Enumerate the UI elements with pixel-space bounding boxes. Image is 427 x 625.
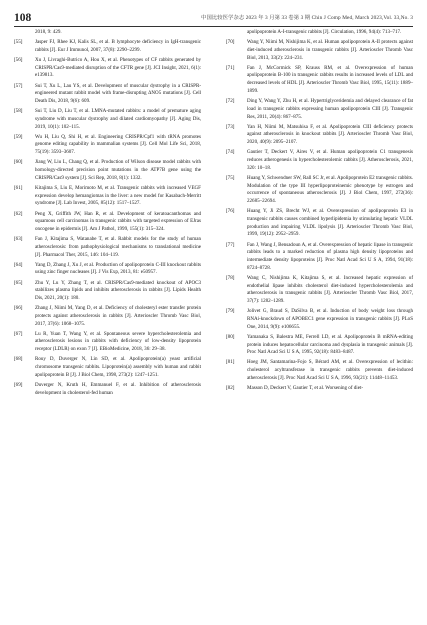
reference-text: Yan H, Niimi M, Matsuhisa F, et al. Apolipoprotein CIII deficiency protects against atherosclerosis in knockout rabbits [J]. Arterioscler Thromb Vasc Biol, 2020, 40(9): 2095–2107. — [247, 123, 413, 146]
reference-number: [68] — [14, 356, 23, 363]
reference-item — [14, 280, 201, 303]
reference-text: Ding Y, Wang Y, Zhu H, et al. Hypertriglyceridemia and delayed clearance of fat load in transgenic rabbits expressing human apolipoprotein CIII [J]. Transgenic Res, 2011, 20(4): 867–875. — [247, 98, 413, 120]
reference-text: Xu J, Livraghi-Butrico A, Hou X, et al. Phenotypes of CF rabbits generated by CRISPR/Cas9-mediated disruption of the CFTR gene [J]. JCI Insight, 2021, 6(1): e139813. — [35, 56, 201, 79]
reference-text: Hoeg JM, Santamarina-Fojo S, Bérard AM, et al. Overexpression of lecithin: cholesterol acyltransferase in transgenic rabbits prevents diet-induced atherosclerosis [J]. Proc Natl Acad Sci U S A, 1996, 93(21): 11448–11453. — [247, 359, 413, 381]
header-rule — [14, 26, 413, 27]
reference-text: Peng X, Griffith JW, Han R, et al. Development of keratoacanthomas and squamous cell carcinomas in transgenic rabbits with targeted expression of EJras oncogene in epidermis [J]. Am J Pathol, 1999, 155(1): 315–324. — [35, 210, 201, 232]
reference-number: [60] — [14, 159, 23, 166]
reference-number: [61] — [14, 184, 23, 191]
reference-item — [226, 385, 413, 393]
reference-number: [56] — [14, 56, 23, 63]
page-number: 108 — [14, 12, 32, 24]
reference-item — [14, 39, 201, 55]
reference-text: Lu R, Yuan T, Wang Y, et al. Spontaneous severe hypercholesterolemia and atherosclerosis lesions in rabbits with deficiency of low-density lipoprotein receptor (LDLR) on exon 7 [J]. EBioMedicine, 2018, 36: 29–38. — [35, 330, 201, 353]
reference-number: [73] — [226, 123, 235, 130]
reference-item — [226, 149, 413, 172]
reference-item — [226, 124, 413, 147]
reference-number: [58] — [14, 108, 23, 115]
reference-item — [226, 359, 413, 382]
reference-number: [79] — [226, 308, 235, 315]
reference-number: [76] — [226, 208, 235, 215]
reference-item — [14, 159, 201, 182]
reference-item — [14, 382, 201, 398]
reference-item — [226, 334, 413, 357]
reference-item — [14, 356, 201, 379]
reference-item — [226, 65, 413, 96]
reference-item — [14, 185, 201, 208]
reference-number: [55] — [14, 39, 23, 46]
reference-text: Yamanaka S, Balestra ME, Ferrell LD, et al. Apolipoprotein B mRNA-editing protein induces hepatocellular carcinoma and dysplasia in transgenic animals [J]. Proc Natl Acad Sci U S A, 1995, 92(18): 8483–8487. — [247, 333, 413, 356]
reference-number: [67] — [14, 330, 23, 337]
reference-text: Fan J, McCormick SP, Krauss RM, et al. Overexpression of human apolipoprotein B-100 in transgenic rabbits results in increased levels of LDL and decreased levels of HDL [J]. Arterioscler Thromb Vasc Biol, 1995, 15(11): 1889–1899. — [247, 64, 413, 94]
reference-number: [57] — [14, 82, 23, 89]
reference-number: [78] — [226, 274, 235, 281]
reference-text: Sui T, Liu D, Liu T, et al. LMNA-mutated rabbits: a model of premature aging syndrome with muscular dystrophy and dilated cardiomyopathy [J]. Aging Dis, 2019, 10(1): 102–115. — [35, 108, 201, 130]
reference-text: Yang D, Zhang J, Xu J, et al. Production of apolipoprotein C-III knockout rabbits using zinc finger nucleases [J]. J Vis Exp, 2013, 81: e50957. — [35, 261, 201, 276]
reference-number: [72] — [226, 98, 235, 105]
reference-number: [62] — [14, 210, 23, 217]
reference-number: [63] — [14, 236, 23, 243]
reference-text: Gautier T, Deckert V, Aires V, et al. Human apolipoprotein C1 transgenesis reduces atherogenesis in hypercholesterolemic rabbits [J]. Atherosclerosis, 2021, 320: 10–18. — [247, 149, 413, 171]
reference-number: [81] — [226, 359, 235, 366]
reference-text: Wang C, Nishijima K, Kitajima S, et al. Increased hepatic expression of endothelial lipase inhibits cholesterol diet-induced hypercholesterolemia and atherosclerosis in transgenic rabbits [J]. Arterioscler Thromb Vasc Biol, 2017, 37(7): 1282–1289. — [247, 274, 413, 305]
reference-item — [14, 305, 201, 328]
reference-item — [226, 175, 413, 206]
reference-number: [74] — [226, 149, 235, 156]
left-column — [14, 29, 201, 400]
reference-number: [66] — [14, 305, 23, 312]
reference-item — [226, 242, 413, 273]
reference-number: [65] — [14, 279, 23, 286]
reference-item — [226, 275, 413, 306]
reference-text: Wu H, Liu Q, Shi H, et al. Engineering CRISPR/Cpf1 with tRNA promotes genome editing capability in mammalian systems [J]. Cell Mol Life Sci, 2018, 75(19): 3593–3607. — [35, 133, 201, 156]
reference-item — [226, 308, 413, 331]
right-column — [226, 29, 413, 395]
page-header — [14, 12, 413, 26]
reference-text: Masson D, Deckert V, Gautier T, et al. Worsening of diet- — [247, 384, 364, 391]
reference-item — [14, 331, 201, 354]
reference-number: [82] — [226, 384, 235, 391]
reference-text: Zhang J, Niimi M, Yang D, et al. Deficiency of cholesteryl ester transfer protein protects against atherosclerosis in rabbits [J]. Arterioscler Thromb Vasc Biol, 2017, 37(6): 1068–1075. — [35, 305, 201, 327]
reference-number: [59] — [14, 133, 23, 140]
reference-item — [14, 211, 201, 234]
reference-text: Duverger N, Kruth H, Emmanuel F, et al. Inhibition of atherosclerosis development in cholesterol-fed human — [35, 381, 201, 396]
reference-item — [14, 262, 201, 278]
reference-number: [71] — [226, 64, 235, 71]
reference-text: Jiang W, Liu L, Chang Q, et al. Production of Wilson disease model rabbits with homology-directed precision point mutations in the ATP7B gene using the CRISPR/Cas9 system [J]. Sci Rep, 2018, 8(1): 1332. — [35, 159, 201, 181]
reference-text: Fan J, Kitajima S, Watanabe T, et al. Rabbit models for the study of human atherosclerosis: from pathophysiological mechanisms to translational medicine [J]. Pharmacol Ther, 2015, 146: 104–119. — [35, 236, 201, 258]
reference-number: [75] — [226, 174, 235, 181]
running-head: 中国比较医学杂志 2023 年 3 月第 33 卷第 3 期 Chin J Comp Med, March 2023,Vol. 33,No. 3 — [201, 15, 413, 21]
reference-text: Sui T, Xu L, Lau YS, et al. Development of muscular dystrophy in a CRISPR-engineered mutant rabbit model with frame-disrupting ΔNO5 mutations [J]. Cell Death Dis, 2018, 9(6): 609. — [35, 82, 201, 105]
reference-text: Zhu Y, Lu Y, Zhang T, et al. CRISPR/Cas9-mediated knockout of APOC3 stabilizes plasma lipids and inhibits atherosclerosis in rabbits [J]. Lipids Health Dis, 2021, 20(1): 180. — [35, 279, 201, 302]
reference-item — [14, 236, 201, 259]
reference-text: Rouy D, Duverger N, Lin SD, et al. Apolipoprotein(a) yeast artificial chromosome transgenic rabbits. Lipoprotein(a) assembly with human and rabbit apolipoprotein B [J]. J Biol Chem, 1998, 273(2): 1247–1251. — [35, 356, 201, 378]
reference-item — [226, 39, 413, 62]
reference-item — [14, 108, 201, 131]
reference-text: Wang Y, Niimi M, Nishijima K, et al. Human apolipoprotein A-II protects against diet-induced atherosclerosis in transgenic rabbits [J]. Arterioscler Thromb Vasc Biol, 2013, 33(2): 224–231. — [247, 39, 413, 61]
reference-text: Huang Y, Schwendner SW, Rall SC Jr, et al. Apolipoprotein E2 transgenic rabbits. Modulation of the type III hyperlipoproteinemic phenotype by estrogen and occurrence of spontaneous atherosclerosis [J]. J Biol Chem, 1997, 272(36): 22685–22694. — [247, 174, 413, 205]
reference-number: [77] — [226, 241, 235, 248]
reference-number: [70] — [226, 39, 235, 46]
reference-text: Jasper FJ, Rhee KJ, Kalis SL, et al. B lymphocyte deficiency in IgH-transgenic rabbits [J]. Eur J Immunol, 2007, 37(8): 2290–2299. — [35, 39, 201, 53]
reference-text: Huang Y, Ji ZS, Brecht WJ, et al. Overexpression of apolipoprotein E3 in transgenic rabbits causes combined hyperlipidemia by stimulating hepatic VLDL production and impairing VLDL lipolysis [J]. Arterioscler Thromb Vasc Biol, 1999, 19(12): 2952–2959. — [247, 208, 413, 238]
reference-item — [226, 98, 413, 121]
reference-item — [14, 83, 201, 106]
reference-item — [226, 208, 413, 239]
reference-number: [80] — [226, 333, 235, 340]
reference-number: [69] — [14, 381, 23, 388]
reference-continuation: apolipoprotein A-I-transgenic rabbits [J]. Circulation, 1996, 94(4): 713–717. — [247, 29, 402, 35]
reference-text: Kitajima S, Liu E, Morimoto M, et al. Transgenic rabbits with increased VEGF expression develop hemangiomas in the liver: a new model for Kasabach-Merritt syndrome [J]. Lab Invest, 2005, 85(12): 1517–1527. — [35, 184, 201, 207]
reference-text: Jolivet G, Braud S, DaSilva B, et al. Induction of body weight loss through RNAi-knockdown of APOBEC1 gene expression in transgenic rabbits [J]. PLoS One, 2014, 9(9): e106655. — [247, 308, 413, 330]
reference-continuation: 2018, 9: 429. — [35, 29, 62, 35]
reference-text: Fan J, Wang J, Bensadoun A, et al. Overexpression of hepatic lipase in transgenic rabbits leads to a marked reduction of plasma high density lipoproteins and intermediate density lipoproteins [J]. Proc Natl Acad Sci U S A, 1994, 91(18): 8724–8728. — [247, 241, 413, 271]
reference-item — [14, 57, 201, 80]
reference-number: [64] — [14, 261, 23, 268]
reference-item — [14, 134, 201, 157]
